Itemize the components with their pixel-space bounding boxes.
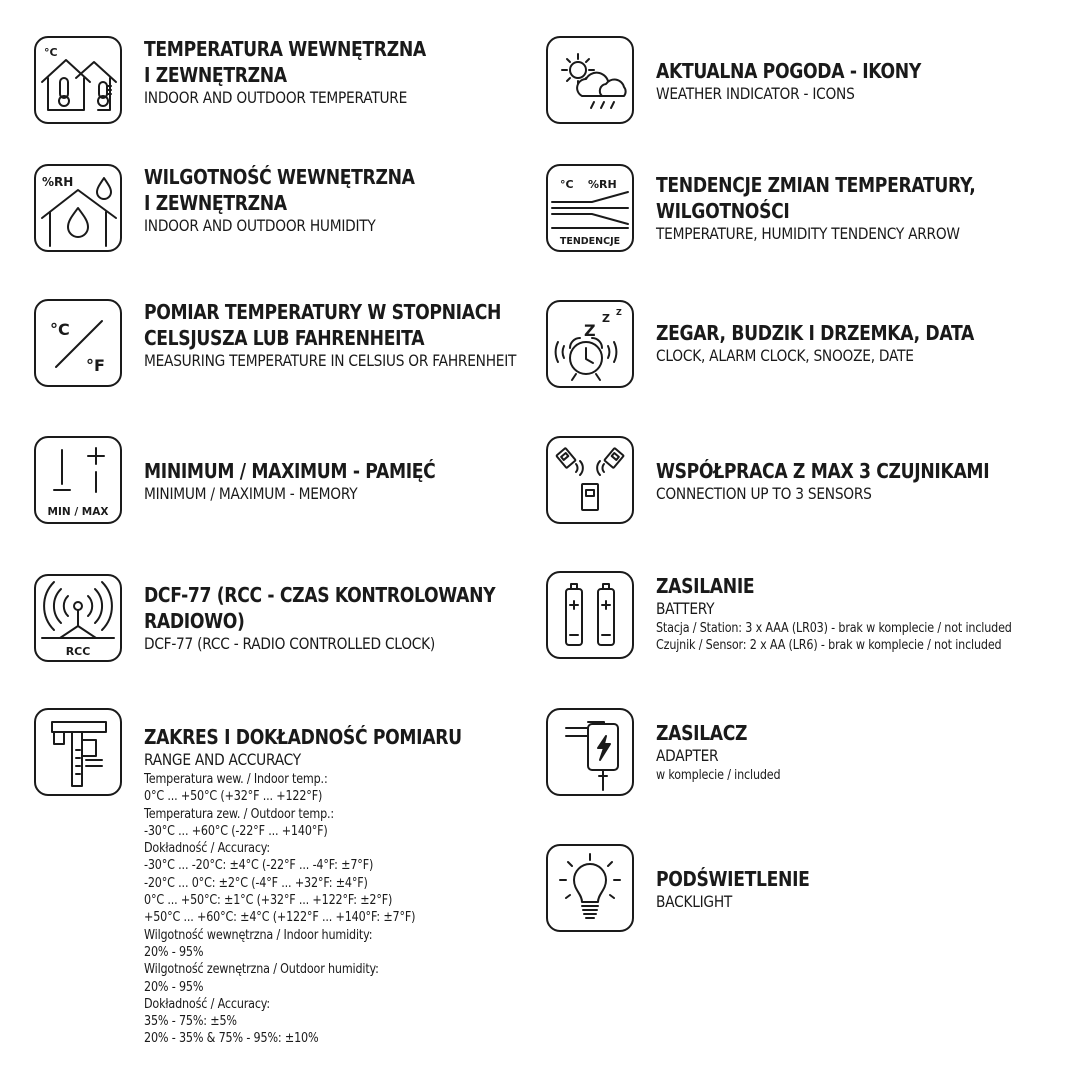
detail-line: Dokładność / Accuracy: [144, 841, 271, 857]
feature-title: ZASILANIE [656, 574, 755, 598]
feature-title: WSPÓŁPRACA Z MAX 3 CZUJNIKAMI [656, 459, 990, 483]
feature-subtitle: MINIMUM / MAXIMUM - MEMORY [144, 484, 358, 503]
battery-icon [546, 571, 634, 659]
feature-title: TENDENCJE ZMIAN TEMPERATURY, WILGOTNOŚCI [656, 173, 976, 223]
svg-text:TENDENCJE: TENDENCJE [559, 236, 621, 247]
feature-subtitle: CONNECTION UP TO 3 SENSORS [656, 484, 872, 503]
feature-subtitle: ADAPTER [656, 746, 719, 765]
sun-cloud-rain-icon [546, 36, 634, 124]
feature-title: AKTUALNA POGODA - IKONY [656, 59, 921, 83]
tendency-arrow-icon [546, 164, 634, 252]
svg-text:MIN / MAX: MIN / MAX [47, 506, 109, 518]
radio-tower-icon [34, 574, 122, 662]
svg-text:Z: Z [584, 321, 596, 340]
detail-line: Wilgotność wewnętrzna / Indoor humidity: [144, 927, 373, 943]
feature-title: ZAKRES I DOKŁADNOŚĆ POMIARU [144, 725, 462, 749]
caliper-icon [34, 708, 122, 796]
svg-text:°C: °C [50, 320, 70, 339]
detail-line: -20°C ... 0°C: ±2°C (-4°F ... +32°F: ±4°F) [144, 875, 368, 891]
battery-details [656, 620, 1034, 655]
house-thermometer-icon [34, 36, 122, 124]
svg-text:°C: °C [560, 178, 574, 191]
svg-text:Z: Z [616, 308, 622, 317]
feature-subtitle: BACKLIGHT [656, 892, 733, 911]
feature-title: POMIAR TEMPERATURY W STOPNIACH CELSJUSZA LUB FAHRENHEITA [144, 300, 502, 350]
min-max-icon [34, 436, 122, 524]
svg-text:RCC: RCC [65, 645, 91, 658]
detail-line: Czujnik / Sensor: 2 x AA (LR6) - brak w komplecie / not included [656, 638, 1002, 654]
sensors-icon [546, 436, 634, 524]
detail-line: Dokładność / Accuracy: [144, 996, 271, 1012]
detail-line: -30°C ... -20°C: ±4°C (-22°F ... -4°F: ±7°F) [144, 858, 374, 874]
feature-subtitle: WEATHER INDICATOR - ICONS [656, 84, 855, 103]
svg-text:%RH: %RH [42, 175, 74, 189]
detail-line: Temperatura zew. / Outdoor temp.: [144, 806, 334, 822]
feature-title: ZEGAR, BUDZIK I DRZEMKA, DATA [656, 321, 974, 345]
celsius-fahrenheit-icon [34, 299, 122, 387]
detail-line: 20% - 35% & 75% - 95%: ±10% [144, 1031, 319, 1047]
detail-line: Temperatura wew. / Indoor temp.: [144, 772, 328, 787]
feature-subtitle: INDOOR AND OUTDOOR HUMIDITY [144, 216, 376, 235]
feature-title: DCF-77 (RCC - CZAS KONTROLOWANY RADIOWO) [144, 583, 496, 633]
detail-line: 35% - 75%: ±5% [144, 1014, 237, 1030]
svg-text:%RH: %RH [588, 178, 617, 191]
feature-title: ZASILACZ [656, 721, 748, 745]
feature-subtitle: MEASURING TEMPERATURE IN CELSIUS OR FAHRENHEIT [144, 351, 517, 370]
range-accuracy-details [144, 771, 522, 1048]
feature-subtitle: TEMPERATURE, HUMIDITY TENDENCY ARROW [656, 224, 960, 243]
detail-line: 0°C ... +50°C: ±1°C (+32°F ... +122°F: ±2°F) [144, 893, 393, 909]
svg-text:°F: °F [86, 356, 105, 375]
house-humidity-icon [34, 164, 122, 252]
feature-subtitle: BATTERY [656, 599, 715, 618]
light-bulb-icon [546, 844, 634, 932]
power-adapter-icon [546, 708, 634, 796]
feature-title: WILGOTNOŚĆ WEWNĘTRZNA I ZEWNĘTRZNA [144, 165, 415, 215]
feature-subtitle: INDOOR AND OUTDOOR TEMPERATURE [144, 88, 408, 107]
feature-title: PODŚWIETLENIE [656, 867, 810, 891]
svg-text:Z: Z [602, 312, 610, 325]
detail-line: 0°C ... +50°C (+32°F ... +122°F) [144, 789, 323, 805]
svg-text:°C: °C [44, 46, 58, 59]
detail-line: Wilgotność zewnętrzna / Outdoor humidity: [144, 962, 379, 978]
detail-line: 20% - 95% [144, 979, 204, 995]
detail-line: w komplecie / included [656, 768, 781, 783]
feature-title: MINIMUM / MAXIMUM - PAMIĘĆ [144, 459, 436, 483]
feature-subtitle: RANGE AND ACCURACY [144, 750, 301, 769]
detail-line: +50°C ... +60°C: ±4°C (+122°F ... +140°F: ±7°F) [144, 910, 416, 926]
feature-title: TEMPERATURA WEWNĘTRZNA I ZEWNĘTRZNA [144, 37, 426, 87]
alarm-clock-icon [546, 300, 634, 388]
feature-subtitle: DCF-77 (RCC - RADIO CONTROLLED CLOCK) [144, 634, 436, 653]
detail-line: Stacja / Station: 3 x AAA (LR03) - brak w komplecie / not included [656, 621, 1012, 636]
detail-line: 20% - 95% [144, 944, 204, 960]
detail-line: -30°C ... +60°C (-22°F ... +140°F) [144, 823, 328, 839]
adapter-details [656, 767, 1034, 784]
feature-subtitle: CLOCK, ALARM CLOCK, SNOOZE, DATE [656, 346, 914, 365]
